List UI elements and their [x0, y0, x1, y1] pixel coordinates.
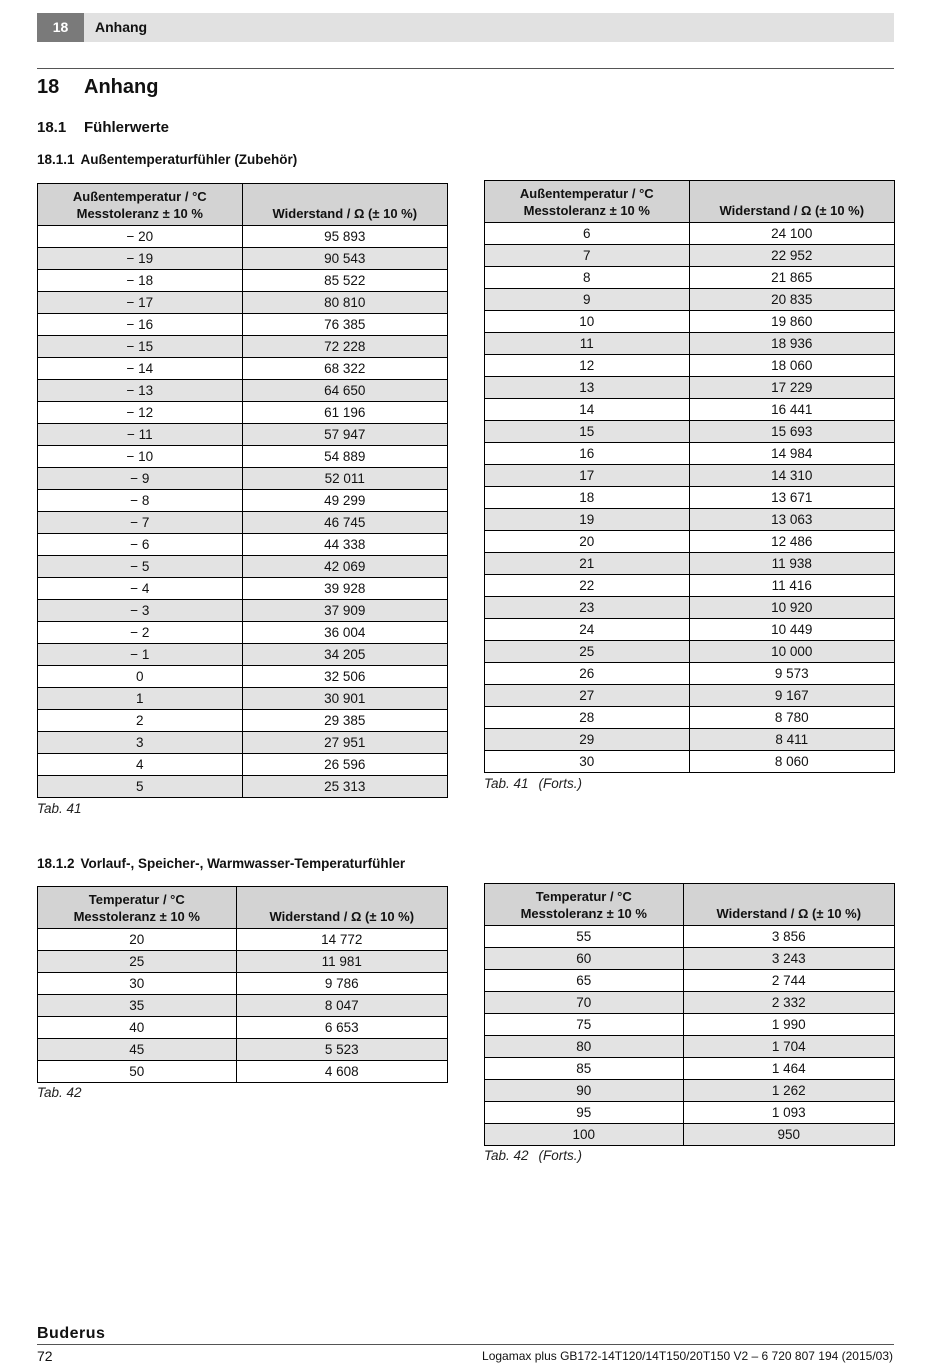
temperature-cell: − 9 — [38, 468, 243, 490]
table-row — [485, 553, 895, 575]
table-row — [38, 973, 448, 995]
temperature-cell: 9 — [485, 289, 690, 311]
temperature-cell: 29 — [485, 729, 690, 751]
section-heading: 18 Anhang — [37, 76, 159, 98]
table-row — [485, 641, 895, 663]
resistance-column-header: Widerstand / Ω (± 10 %) — [236, 887, 447, 929]
table-row — [38, 248, 448, 270]
resistance-cell: 61 196 — [242, 402, 447, 424]
resistance-cell: 19 860 — [689, 311, 894, 333]
document-reference: Logamax plus GB172-14T120/14T150/20T150 V2 – 6 720 807 194 (2015/03) — [482, 1349, 893, 1363]
table-row — [485, 751, 895, 773]
temperature-cell: 25 — [38, 951, 237, 973]
table-row — [38, 468, 448, 490]
temperature-cell: 95 — [485, 1102, 684, 1124]
resistance-cell: 37 909 — [242, 600, 447, 622]
table-row — [485, 597, 895, 619]
resistance-cell: 1 990 — [683, 1014, 894, 1036]
resistance-cell: 2 332 — [683, 992, 894, 1014]
resistance-cell: 3 856 — [683, 926, 894, 948]
table-row — [485, 355, 895, 377]
temperature-cell: − 6 — [38, 534, 243, 556]
table-row — [485, 289, 895, 311]
temperature-cell: 11 — [485, 333, 690, 355]
temperature-cell: 45 — [38, 1039, 237, 1061]
temperature-cell: 13 — [485, 377, 690, 399]
resistance-cell: 20 835 — [689, 289, 894, 311]
table-row — [485, 465, 895, 487]
table-caption: Tab. 42 — [37, 1085, 82, 1100]
temperature-cell: − 5 — [38, 556, 243, 578]
chapter-number: 18 — [37, 13, 84, 42]
table-row — [485, 399, 895, 421]
temperature-cell: 100 — [485, 1124, 684, 1146]
resistance-cell: 11 981 — [236, 951, 447, 973]
table-row — [485, 1102, 895, 1124]
temperature-cell: − 4 — [38, 578, 243, 600]
temperature-cell: 27 — [485, 685, 690, 707]
temperature-cell: − 12 — [38, 402, 243, 424]
resistance-column-header: Widerstand / Ω (± 10 %) — [683, 884, 894, 926]
temperature-cell: 20 — [485, 531, 690, 553]
resistance-cell: 64 650 — [242, 380, 447, 402]
resistance-cell: 36 004 — [242, 622, 447, 644]
resistance-cell: 9 573 — [689, 663, 894, 685]
table-row — [485, 1080, 895, 1102]
temperature-cell: 23 — [485, 597, 690, 619]
table-row — [485, 443, 895, 465]
table-row — [485, 267, 895, 289]
outdoor-sensor-table-continued — [484, 180, 895, 773]
resistance-cell: 8 780 — [689, 707, 894, 729]
resistance-cell: 6 653 — [236, 1017, 447, 1039]
table-row — [38, 380, 448, 402]
table-row — [38, 226, 448, 248]
table-row — [38, 600, 448, 622]
resistance-cell: 10 920 — [689, 597, 894, 619]
table-row — [38, 336, 448, 358]
resistance-cell: 76 385 — [242, 314, 447, 336]
table-row — [485, 311, 895, 333]
table-row — [38, 710, 448, 732]
temperature-column-header: Außentemperatur / °C Messtoleranz ± 10 % — [38, 184, 243, 226]
table-row — [38, 292, 448, 314]
resistance-cell: 46 745 — [242, 512, 447, 534]
temperature-cell: 16 — [485, 443, 690, 465]
outdoor-sensor-table — [37, 183, 448, 798]
resistance-cell: 26 596 — [242, 754, 447, 776]
resistance-cell: 2 744 — [683, 970, 894, 992]
table-row — [485, 1036, 895, 1058]
resistance-cell: 1 704 — [683, 1036, 894, 1058]
table-row — [38, 929, 448, 951]
table-row — [485, 926, 895, 948]
temperature-cell: 12 — [485, 355, 690, 377]
resistance-cell: 30 901 — [242, 688, 447, 710]
temperature-cell: 70 — [485, 992, 684, 1014]
table-caption-continued: Tab. 42 (Forts.) — [484, 1148, 583, 1163]
resistance-cell: 72 228 — [242, 336, 447, 358]
resistance-cell: 1 464 — [683, 1058, 894, 1080]
temperature-cell: 25 — [485, 641, 690, 663]
table-row — [485, 245, 895, 267]
temperature-cell: 90 — [485, 1080, 684, 1102]
resistance-cell: 18 060 — [689, 355, 894, 377]
table-row — [485, 377, 895, 399]
temperature-cell: 85 — [485, 1058, 684, 1080]
table-row — [38, 446, 448, 468]
temperature-column-header: Temperatur / °C Messtoleranz ± 10 % — [38, 887, 237, 929]
resistance-cell: 11 938 — [689, 553, 894, 575]
temperature-cell: 0 — [38, 666, 243, 688]
flow-sensor-heading: 18.1.2 Vorlauf-, Speicher-, Warmwasser-Temperaturfühler — [37, 856, 406, 871]
table-row — [38, 578, 448, 600]
table-row — [38, 556, 448, 578]
resistance-cell: 5 523 — [236, 1039, 447, 1061]
table-row — [38, 688, 448, 710]
table-row — [485, 487, 895, 509]
table-caption: Tab. 41 — [37, 801, 82, 816]
table-row — [485, 619, 895, 641]
table-row — [38, 1061, 448, 1083]
resistance-cell: 34 205 — [242, 644, 447, 666]
page-number: 72 — [37, 1348, 53, 1364]
table-row — [38, 1017, 448, 1039]
table-row — [38, 644, 448, 666]
temperature-cell: 21 — [485, 553, 690, 575]
resistance-cell: 57 947 — [242, 424, 447, 446]
temperature-cell: − 18 — [38, 270, 243, 292]
temperature-cell: 8 — [485, 267, 690, 289]
table-row — [38, 512, 448, 534]
temperature-cell: − 15 — [38, 336, 243, 358]
resistance-cell: 9 167 — [689, 685, 894, 707]
temperature-cell: 22 — [485, 575, 690, 597]
table-row — [38, 951, 448, 973]
resistance-cell: 68 322 — [242, 358, 447, 380]
table-row — [38, 534, 448, 556]
resistance-cell: 16 441 — [689, 399, 894, 421]
table-row — [485, 223, 895, 245]
flow-sensor-table — [37, 886, 448, 1083]
resistance-column-header: Widerstand / Ω (± 10 %) — [689, 181, 894, 223]
resistance-cell: 17 229 — [689, 377, 894, 399]
temperature-cell: 40 — [38, 1017, 237, 1039]
table-row — [38, 270, 448, 292]
resistance-cell: 8 047 — [236, 995, 447, 1017]
table-row — [38, 754, 448, 776]
chapter-title: Anhang — [95, 19, 148, 35]
footer-rule — [37, 1344, 894, 1345]
temperature-cell: − 2 — [38, 622, 243, 644]
temperature-cell: − 13 — [38, 380, 243, 402]
temperature-cell: 30 — [485, 751, 690, 773]
temperature-cell: 60 — [485, 948, 684, 970]
table-row — [485, 509, 895, 531]
temperature-cell: − 14 — [38, 358, 243, 380]
temperature-cell: − 16 — [38, 314, 243, 336]
resistance-cell: 15 693 — [689, 421, 894, 443]
resistance-cell: 12 486 — [689, 531, 894, 553]
temperature-column-header: Temperatur / °C Messtoleranz ± 10 % — [485, 884, 684, 926]
table-row — [485, 421, 895, 443]
resistance-cell: 95 893 — [242, 226, 447, 248]
table-row — [38, 490, 448, 512]
table-row — [38, 995, 448, 1017]
flow-sensor-table-continued — [484, 883, 895, 1146]
table-row — [485, 1124, 895, 1146]
temperature-cell: 80 — [485, 1036, 684, 1058]
temperature-cell: 30 — [38, 973, 237, 995]
table-row — [485, 685, 895, 707]
subsection-heading: 18.1 Fühlerwerte — [37, 119, 170, 136]
resistance-cell: 44 338 — [242, 534, 447, 556]
temperature-cell: 15 — [485, 421, 690, 443]
resistance-cell: 14 772 — [236, 929, 447, 951]
resistance-cell: 24 100 — [689, 223, 894, 245]
resistance-cell: 3 243 — [683, 948, 894, 970]
table-row — [38, 732, 448, 754]
temperature-cell: 10 — [485, 311, 690, 333]
resistance-cell: 13 063 — [689, 509, 894, 531]
temperature-cell: 2 — [38, 710, 243, 732]
resistance-cell: 8 060 — [689, 751, 894, 773]
temperature-cell: − 10 — [38, 446, 243, 468]
table-row — [485, 333, 895, 355]
table-row — [485, 531, 895, 553]
temperature-cell: 24 — [485, 619, 690, 641]
resistance-cell: 52 011 — [242, 468, 447, 490]
table-row — [485, 663, 895, 685]
temperature-cell: 5 — [38, 776, 243, 798]
table-row — [38, 358, 448, 380]
table-row — [485, 729, 895, 751]
table-row — [485, 1014, 895, 1036]
temperature-cell: 4 — [38, 754, 243, 776]
temperature-cell: 18 — [485, 487, 690, 509]
temperature-cell: 75 — [485, 1014, 684, 1036]
table-row — [485, 948, 895, 970]
table-row — [485, 707, 895, 729]
table-row — [485, 575, 895, 597]
resistance-cell: 54 889 — [242, 446, 447, 468]
resistance-cell: 1 093 — [683, 1102, 894, 1124]
brand-logo: Buderus — [37, 1325, 106, 1342]
temperature-cell: 6 — [485, 223, 690, 245]
outdoor-sensor-heading: 18.1.1 Außentemperaturfühler (Zubehör) — [37, 152, 298, 167]
resistance-cell: 13 671 — [689, 487, 894, 509]
temperature-cell: 17 — [485, 465, 690, 487]
resistance-cell: 4 608 — [236, 1061, 447, 1083]
resistance-cell: 29 385 — [242, 710, 447, 732]
temperature-cell: − 17 — [38, 292, 243, 314]
temperature-cell: − 20 — [38, 226, 243, 248]
table-caption-continued: Tab. 41 (Forts.) — [484, 776, 583, 791]
table-row — [38, 424, 448, 446]
resistance-cell: 80 810 — [242, 292, 447, 314]
temperature-cell: − 11 — [38, 424, 243, 446]
resistance-cell: 25 313 — [242, 776, 447, 798]
temperature-cell: 50 — [38, 1061, 237, 1083]
temperature-cell: 19 — [485, 509, 690, 531]
table-row — [38, 402, 448, 424]
resistance-cell: 85 522 — [242, 270, 447, 292]
resistance-cell: 10 000 — [689, 641, 894, 663]
temperature-cell: 28 — [485, 707, 690, 729]
temperature-cell: − 19 — [38, 248, 243, 270]
resistance-cell: 18 936 — [689, 333, 894, 355]
temperature-cell: 35 — [38, 995, 237, 1017]
temperature-cell: 3 — [38, 732, 243, 754]
table-row — [38, 314, 448, 336]
temperature-cell: 26 — [485, 663, 690, 685]
resistance-cell: 9 786 — [236, 973, 447, 995]
temperature-column-header: Außentemperatur / °C Messtoleranz ± 10 % — [485, 181, 690, 223]
resistance-cell: 90 543 — [242, 248, 447, 270]
table-row — [485, 970, 895, 992]
table-row — [38, 776, 448, 798]
table-row — [485, 1058, 895, 1080]
table-row — [38, 622, 448, 644]
table-row — [38, 666, 448, 688]
header-rule — [37, 68, 894, 69]
table-row — [38, 1039, 448, 1061]
temperature-cell: − 8 — [38, 490, 243, 512]
resistance-cell: 11 416 — [689, 575, 894, 597]
resistance-cell: 14 984 — [689, 443, 894, 465]
resistance-cell: 49 299 — [242, 490, 447, 512]
temperature-cell: 65 — [485, 970, 684, 992]
resistance-cell: 21 865 — [689, 267, 894, 289]
temperature-cell: 7 — [485, 245, 690, 267]
temperature-cell: 14 — [485, 399, 690, 421]
resistance-cell: 39 928 — [242, 578, 447, 600]
resistance-cell: 8 411 — [689, 729, 894, 751]
resistance-cell: 22 952 — [689, 245, 894, 267]
resistance-cell: 14 310 — [689, 465, 894, 487]
temperature-cell: 20 — [38, 929, 237, 951]
temperature-cell: − 3 — [38, 600, 243, 622]
resistance-column-header: Widerstand / Ω (± 10 %) — [242, 184, 447, 226]
chapter-header-bar — [37, 13, 894, 42]
temperature-cell: 55 — [485, 926, 684, 948]
resistance-cell: 27 951 — [242, 732, 447, 754]
resistance-cell: 42 069 — [242, 556, 447, 578]
resistance-cell: 1 262 — [683, 1080, 894, 1102]
resistance-cell: 32 506 — [242, 666, 447, 688]
resistance-cell: 10 449 — [689, 619, 894, 641]
temperature-cell: − 7 — [38, 512, 243, 534]
temperature-cell: − 1 — [38, 644, 243, 666]
resistance-cell: 950 — [683, 1124, 894, 1146]
table-row — [485, 992, 895, 1014]
temperature-cell: 1 — [38, 688, 243, 710]
